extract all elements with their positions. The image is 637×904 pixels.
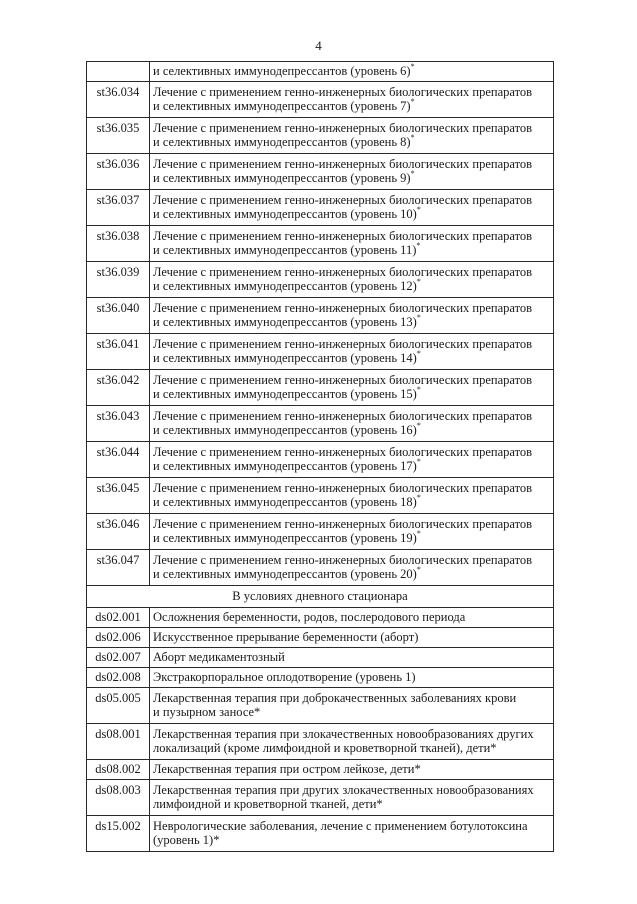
description-text: Лечение с применением генно-инженерных биологических препаратов <box>153 409 533 423</box>
row-description <box>150 370 554 406</box>
description-line <box>153 445 550 459</box>
row-code: st36.035 <box>87 118 150 154</box>
description-text: и селективных иммунодепрессантов (уровень 18) <box>153 495 417 509</box>
description-text: и селективных иммунодепрессантов (уровень 20) <box>153 567 417 581</box>
table-row <box>87 442 554 478</box>
description-line <box>153 670 550 684</box>
description-text: Лекарственная терапия при злокачественных новообразованиях других <box>153 727 534 741</box>
description-line <box>153 691 550 705</box>
row-description <box>150 82 554 118</box>
description-text: Лечение с применением генно-инженерных биологических препаратов <box>153 157 533 171</box>
description-text: и селективных иммунодепрессантов (уровень 7) <box>153 99 411 113</box>
description-line <box>153 168 550 185</box>
description-text: и пузырном заносе* <box>153 705 261 719</box>
footnote-mark: * <box>416 276 421 286</box>
description-text: и селективных иммунодепрессантов (уровень 6) <box>153 64 411 78</box>
row-code: ds08.002 <box>87 760 150 780</box>
description-line <box>153 833 550 847</box>
table-row <box>87 780 554 816</box>
description-line <box>153 61 550 78</box>
row-description <box>150 190 554 226</box>
row-code: st36.037 <box>87 190 150 226</box>
description-line <box>153 373 550 387</box>
row-code: st36.034 <box>87 82 150 118</box>
footnote-mark: * <box>416 528 421 538</box>
description-line <box>153 121 550 135</box>
row-description <box>150 226 554 262</box>
description-text: Лекарственная терапия при остром лейкозе, дети* <box>153 762 421 776</box>
description-line <box>153 240 550 257</box>
row-code: st36.039 <box>87 262 150 298</box>
description-line <box>153 132 550 149</box>
row-code: st36.040 <box>87 298 150 334</box>
table-row <box>87 406 554 442</box>
row-code: st36.042 <box>87 370 150 406</box>
description-text: Лечение с применением генно-инженерных биологических препаратов <box>153 553 533 567</box>
description-line <box>153 157 550 171</box>
footnote-mark: * <box>410 61 415 71</box>
description-text: Лечение с применением генно-инженерных биологических препаратов <box>153 121 533 135</box>
footnote-mark: * <box>416 456 421 466</box>
description-line <box>153 85 550 99</box>
description-line <box>153 727 550 741</box>
row-description <box>150 262 554 298</box>
row-description <box>150 816 554 852</box>
table-row <box>87 82 554 118</box>
description-text: и селективных иммунодепрессантов (уровень 19) <box>153 531 417 545</box>
description-text: и селективных иммунодепрессантов (уровень 10) <box>153 207 417 221</box>
description-line <box>153 265 550 279</box>
table-row <box>87 760 554 780</box>
row-code: ds08.001 <box>87 724 150 760</box>
footnote-mark: * <box>410 168 415 178</box>
description-text: Осложнения беременности, родов, послеродового периода <box>153 610 466 624</box>
row-description <box>150 442 554 478</box>
description-text: Аборт медикаментозный <box>153 650 285 664</box>
description-text: Искусственное прерывание беременности (аборт) <box>153 630 419 644</box>
row-code: st36.045 <box>87 478 150 514</box>
row-description <box>150 550 554 586</box>
description-text: и селективных иммунодепрессантов (уровень 15) <box>153 387 417 401</box>
description-line <box>153 420 550 437</box>
description-line <box>153 650 550 664</box>
row-description <box>150 298 554 334</box>
footnote-mark: * <box>416 348 421 358</box>
row-description <box>150 118 554 154</box>
row-description <box>150 62 554 82</box>
table-row <box>87 154 554 190</box>
table-row <box>87 118 554 154</box>
description-line <box>153 528 550 545</box>
table-row <box>87 514 554 550</box>
table-row <box>87 668 554 688</box>
description-line <box>153 705 550 719</box>
description-text: и селективных иммунодепрессантов (уровень 16) <box>153 423 417 437</box>
table-row <box>87 608 554 628</box>
description-text: Лечение с применением генно-инженерных биологических препаратов <box>153 193 533 207</box>
footnote-mark: * <box>416 492 421 502</box>
tariff-table <box>86 61 554 852</box>
description-line <box>153 797 550 811</box>
row-code: st36.047 <box>87 550 150 586</box>
table-row <box>87 370 554 406</box>
description-text: и селективных иммунодепрессантов (уровень 11) <box>153 243 417 257</box>
row-code: ds02.001 <box>87 608 150 628</box>
description-text: и селективных иммунодепрессантов (уровень 17) <box>153 459 417 473</box>
footnote-mark: * <box>416 420 421 430</box>
row-code: st36.041 <box>87 334 150 370</box>
description-text: Лечение с применением генно-инженерных биологических препаратов <box>153 229 533 243</box>
description-text: Лечение с применением генно-инженерных биологических препаратов <box>153 337 533 351</box>
row-description <box>150 608 554 628</box>
footnote-mark: * <box>416 564 421 574</box>
row-description <box>150 688 554 724</box>
table-row <box>87 262 554 298</box>
description-line <box>153 312 550 329</box>
description-text: и селективных иммунодепрессантов (уровень 9) <box>153 171 411 185</box>
description-text: локализаций (кроме лимфоидной и кроветворной тканей), дети* <box>153 741 497 755</box>
row-description <box>150 668 554 688</box>
footnote-mark: * <box>416 384 421 394</box>
description-line <box>153 348 550 365</box>
row-description <box>150 648 554 668</box>
row-code <box>87 62 150 82</box>
description-line <box>153 384 550 401</box>
table-row <box>87 478 554 514</box>
description-text: Лекарственная терапия при доброкачественных заболеваниях крови <box>153 691 517 705</box>
description-text: Лечение с применением генно-инженерных биологических препаратов <box>153 445 533 459</box>
table-row <box>87 190 554 226</box>
description-text: и селективных иммунодепрессантов (уровень 12) <box>153 279 417 293</box>
row-code: ds08.003 <box>87 780 150 816</box>
row-code: ds15.002 <box>87 816 150 852</box>
table-body-bottom <box>87 608 554 852</box>
description-text: и селективных иммунодепрессантов (уровень 14) <box>153 351 417 365</box>
description-text: Лечение с применением генно-инженерных биологических препаратов <box>153 481 533 495</box>
row-description <box>150 514 554 550</box>
row-description <box>150 478 554 514</box>
footnote-mark: * <box>416 312 421 322</box>
description-text: и селективных иммунодепрессантов (уровень 8) <box>153 135 411 149</box>
row-code: ds02.006 <box>87 628 150 648</box>
row-code: st36.046 <box>87 514 150 550</box>
description-text: Экстракорпоральное оплодотворение (уровень 1) <box>153 670 416 684</box>
description-line <box>153 204 550 221</box>
description-line <box>153 301 550 315</box>
row-description <box>150 406 554 442</box>
description-line <box>153 610 550 624</box>
description-text: лимфоидной и кроветворной тканей, дети* <box>153 797 383 811</box>
table-row <box>87 628 554 648</box>
table-row <box>87 816 554 852</box>
description-line <box>153 517 550 531</box>
table-row <box>87 724 554 760</box>
table-row <box>87 688 554 724</box>
footnote-mark: * <box>410 132 415 142</box>
row-description <box>150 334 554 370</box>
description-line <box>153 193 550 207</box>
description-line <box>153 564 550 581</box>
description-text: Лечение с применением генно-инженерных биологических препаратов <box>153 265 533 279</box>
row-description <box>150 628 554 648</box>
description-text: Лекарственная терапия при других злокачественных новообразованиях <box>153 783 534 797</box>
row-code: ds05.005 <box>87 688 150 724</box>
description-line <box>153 492 550 509</box>
row-code: st36.038 <box>87 226 150 262</box>
description-text: Неврологические заболевания, лечение с применением ботулотоксина <box>153 819 528 833</box>
row-code: st36.036 <box>87 154 150 190</box>
description-text: (уровень 1)* <box>153 833 220 847</box>
description-text: Лечение с применением генно-инженерных биологических препаратов <box>153 373 533 387</box>
row-code: ds02.007 <box>87 648 150 668</box>
table-row <box>87 298 554 334</box>
row-description <box>150 724 554 760</box>
description-line <box>153 553 550 567</box>
description-line <box>153 481 550 495</box>
description-line <box>153 630 550 644</box>
section-row <box>87 586 554 608</box>
footnote-mark: * <box>416 240 421 250</box>
table-row <box>87 62 554 82</box>
description-line <box>153 337 550 351</box>
row-description <box>150 760 554 780</box>
table-row <box>87 648 554 668</box>
description-text: Лечение с применением генно-инженерных биологических препаратов <box>153 85 533 99</box>
footnote-mark: * <box>416 204 421 214</box>
description-line <box>153 456 550 473</box>
description-line <box>153 741 550 755</box>
description-text: и селективных иммунодепрессантов (уровень 13) <box>153 315 417 329</box>
table-body-top <box>87 62 554 586</box>
description-line <box>153 762 550 776</box>
description-line <box>153 96 550 113</box>
table-row <box>87 334 554 370</box>
table-row <box>87 550 554 586</box>
description-line <box>153 276 550 293</box>
row-code: st36.043 <box>87 406 150 442</box>
description-text: Лечение с применением генно-инженерных биологических препаратов <box>153 301 533 315</box>
row-description <box>150 780 554 816</box>
row-code: ds02.008 <box>87 668 150 688</box>
description-line <box>153 819 550 833</box>
table-row <box>87 226 554 262</box>
row-description <box>150 154 554 190</box>
description-line <box>153 409 550 423</box>
row-code: st36.044 <box>87 442 150 478</box>
description-text: Лечение с применением генно-инженерных биологических препаратов <box>153 517 533 531</box>
description-line <box>153 229 550 243</box>
description-line <box>153 783 550 797</box>
footnote-mark: * <box>410 96 415 106</box>
page-number: 4 <box>315 38 322 53</box>
table-section <box>87 586 554 608</box>
section-title: В условиях дневного стационара <box>87 586 554 608</box>
